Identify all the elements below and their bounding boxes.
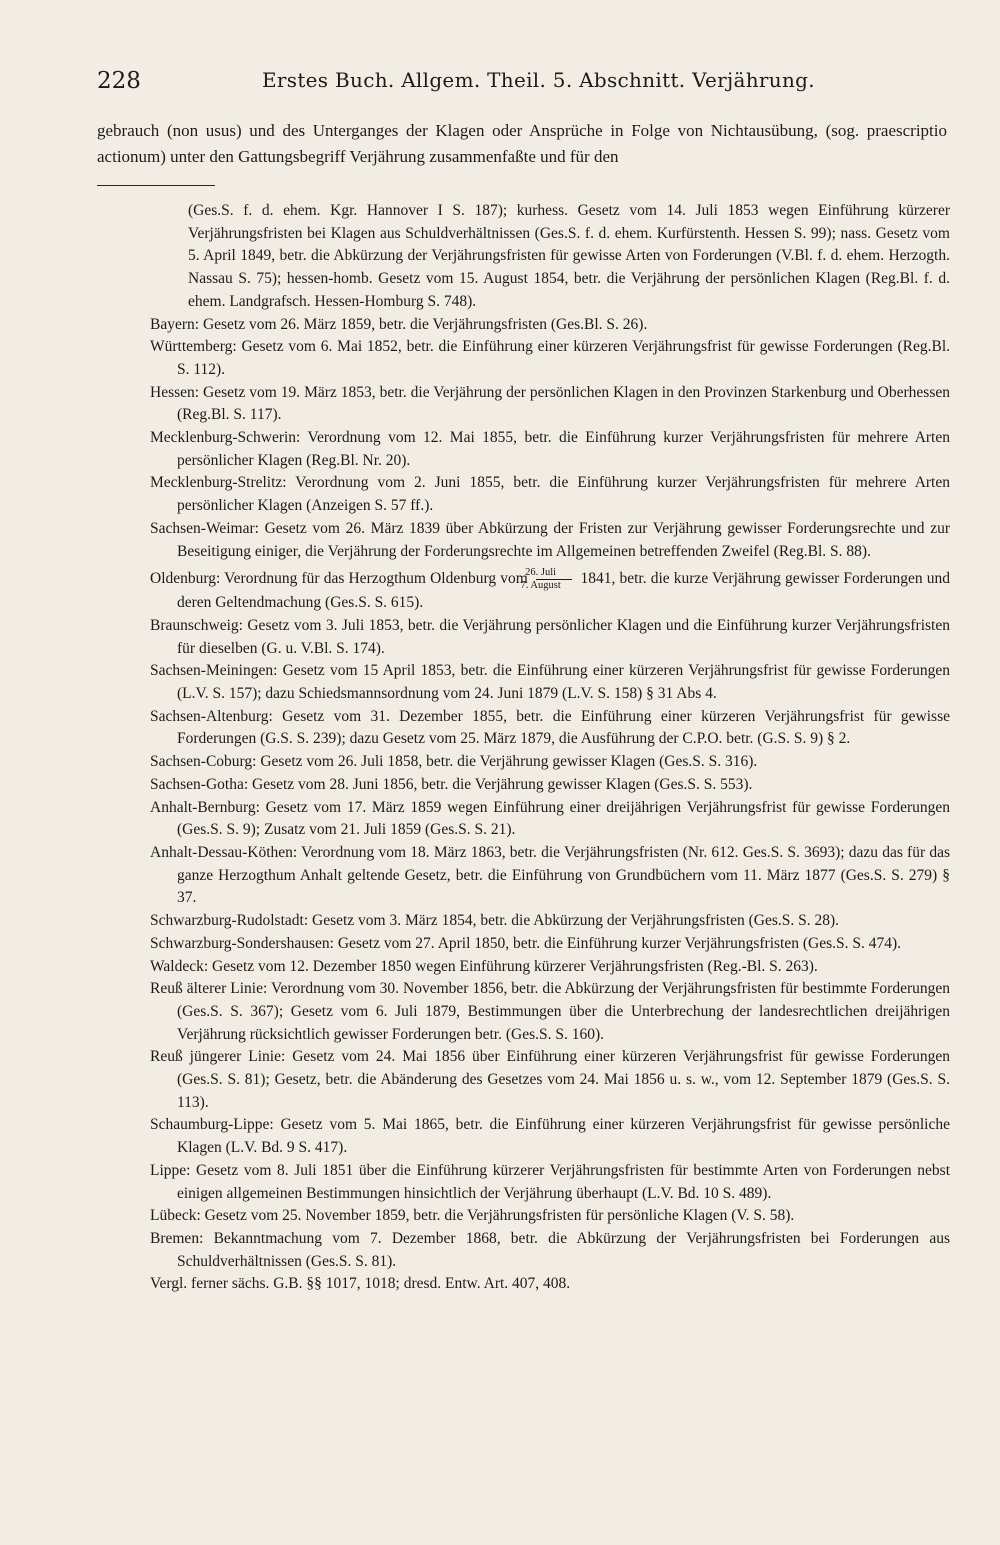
footnote-continuation: (Ges.S. f. d. ehem. Kgr. Hannover I S. 187); kurhess. Gesetz vom 14. Juli 1853 wegen Einführung kürzerer Verjährungsfristen bei Klagen aus Schuldverhältnissen (Ges.S. f. d. ehem. Kurfürstenth. Hessen S. 99); nass. Gesetz vom 5. April 1849, betr. die Abkürzung der Verjährungsfristen für gewisse Arten von Forderungen (V.Bl. f. d. ehem. Herzogth. Nassau S. 75); hessen-homb. Gesetz vom 15. August 1854, betr. die Verjährung der persönlichen Klagen (Reg.Bl. f. d. ehem. Landgrafsch. Hessen-Homburg S. 748). [188, 202, 950, 310]
footnote-entry-wuerttemberg: Württemberg: Gesetz vom 6. Mai 1852, betr. die Einführung einer kürzeren Verjährungsfrist für gewisse Forderungen (Reg.Bl. S. 112). [150, 338, 950, 378]
oldenburg-text-before: Oldenburg: Verordnung für das Herzogthum Oldenburg vom [150, 570, 528, 588]
running-title: Erstes Buch. Allgem. Theil. 5. Abschnitt. Verjährung. [262, 68, 815, 92]
footnote-block [150, 200, 950, 1296]
oldenburg-text-after: 1841, betr. die kurze Verjährung gewisser Forderungen und deren Geltendmachung (Ges.S. S. 615). [177, 570, 951, 612]
footnote-entry-sachsen-coburg: Sachsen-Coburg: Gesetz vom 26. Juli 1858, betr. die Verjährung gewisser Klagen (Ges.S. S. 316). [150, 753, 758, 771]
footnote-entry-mecklenburg-strelitz: Mecklenburg-Strelitz: Verordnung vom 2. Juni 1855, betr. die Einführung kurzer Verjährungsfristen für mehrere Arten persönlicher Klagen (Anzeigen S. 57 ff.). [150, 474, 950, 515]
footnote-entry-schwarzburg-sondershausen: Schwarzburg-Sondershausen: Gesetz vom 27. April 1850, betr. die Einführung kurzer Verjährungsfristen (Ges.S. S. 474). [150, 934, 902, 952]
footnote-entry-braunschweig: Braunschweig: Gesetz vom 3. Juli 1853, betr. die Verjährung persönlicher Klagen und die Einführung kurzer Verjährungsfristen für dieselben (G. u. V.Bl. S. 174). [150, 616, 950, 657]
footnote-entry-sachsen-weimar: Sachsen-Weimar: Gesetz vom 26. März 1839 über Abkürzung der Fristen zur Verjährung gewisser Forderungsrechte und zur Beseitigung einiger, die Verjährung der Forderungsrechte im Allgemeinen betreffenden Zweifel (Reg.Bl. S. 88). [150, 519, 950, 560]
footnote-entry-sachsen-gotha: Sachsen-Gotha: Gesetz vom 28. Juni 1856, betr. die Verjährung gewisser Klagen (Ges.S. S. 553). [150, 775, 753, 793]
footnote-entry-luebeck: Lübeck: Gesetz vom 25. November 1859, betr. die Verjährungsfristen für persönliche Klagen (V. S. 58). [150, 1207, 795, 1225]
fraction-top: 26. Juli [536, 567, 572, 580]
fraction-bottom: 7. August [520, 580, 561, 592]
footnote-entry-bremen: Bremen: Bekanntmachung vom 7. Dezember 1868, betr. die Abkürzung der Verjährungsfristen bei Forderungen aus Schuldverhältnissen (Ges.S. S. 81). [150, 1229, 950, 1270]
footnote-entry-oldenburg [150, 567, 950, 615]
footnote-entry-sachsen-meiningen: Sachsen-Meiningen: Gesetz vom 15 April 1853, betr. die Einführung einer kürzeren Verjährungsfrist für gewisse Forderungen (L.V. S. 157); dazu Schiedsmannsordnung vom 24. Juni 1879 (L.V. S. 158) § 31 Abs 4. [150, 662, 950, 703]
running-head [97, 62, 947, 102]
body-paragraph: gebrauch (non usus) und des Unterganges der Klagen oder Ansprüche in Folge von Nichtausübung, (sog. praescriptio actionum) unter den Gattungsbegriff Verjährung zusammenfaßte und für den [97, 121, 947, 166]
footnote-entry-mecklenburg-schwerin: Mecklenburg-Schwerin: Verordnung vom 12. Mai 1855, betr. die Einführung kurzer Verjährungsfristen für mehrere Arten persönlicher Klagen (Reg.Bl. Nr. 20). [150, 429, 950, 469]
footnote-entry-waldeck: Waldeck: Gesetz vom 12. Dezember 1850 wegen Einführung kürzerer Verjährungsfristen (Reg.-Bl. S. 263). [150, 957, 818, 975]
page-number: 228 [97, 68, 141, 94]
footnote-entry-schwarzburg-rudolstadt: Schwarzburg-Rudolstadt: Gesetz vom 3. März 1854, betr. die Abkürzung der Verjährungsfristen (Ges.S. S. 28). [150, 912, 840, 930]
footnote-entry-anhalt-bernburg: Anhalt-Bernburg: Gesetz vom 17. März 1859 wegen Einführung einer dreijährigen Verjährungsfrist für gewisse Forderungen (Ges.S. S. 9); Zusatz vom 21. Juli 1859 (Ges.S. S. 21). [150, 798, 950, 839]
footnote-entry-lippe: Lippe: Gesetz vom 8. Juli 1851 über die Einführung kürzerer Verjährungsfristen für bestimmte Arten von Forderungen nebst einigen allgemeinen Bestimmungen hinsichtlich der Verjährung überhaupt (L.V. Bd. 10 S. 489). [150, 1161, 950, 1202]
date-fraction [520, 567, 572, 592]
footnote-entry-bayern: Bayern: Gesetz vom 26. März 1859, betr. die Verjährungsfristen (Ges.Bl. S. 26). [150, 315, 648, 333]
footnote-entry-anhalt-dessau-koethen: Anhalt-Dessau-Köthen: Verordnung vom 18. März 1863, betr. die Verjährungsfristen (Nr. 612. Ges.S. S. 3693); dazu das für das ganze Herzogthum Anhalt geltende Gesetz, betr. die Einführung von Grundbüchern vom 11. März 1877 (Ges.S. S. 279) § 37. [150, 843, 950, 907]
footnote-separator [97, 185, 215, 186]
footnote-entry-sachsen-altenburg: Sachsen-Altenburg: Gesetz vom 31. Dezember 1855, betr. die Einführung einer kürzeren Verjährungsfrist für gewisse Forderungen (G.S. S. 239); dazu Gesetz vom 25. März 1879, die Ausführung der C.P.O. betr. (G.S. S. 9) § 2. [150, 707, 950, 748]
footnote-entry-schaumburg-lippe: Schaumburg-Lippe: Gesetz vom 5. Mai 1865, betr. die Einführung einer kürzeren Verjährungsfrist für gewisse persönliche Klagen (L.V. Bd. 9 S. 417). [150, 1116, 950, 1157]
footnote-entry-reuss-juengerer-linie: Reuß jüngerer Linie: Gesetz vom 24. Mai 1856 über Einführung einer kürzeren Verjährungsfrist für gewisse Forderungen (Ges.S. S. 81); Gesetz, betr. die Abänderung des Gesetzes vom 24. Mai 1856 u. s. w., vom 12. September 1879 (Ges.S. S. 113). [150, 1048, 950, 1111]
footnote-entry-hessen: Hessen: Gesetz vom 19. März 1853, betr. die Verjährung der persönlichen Klagen in den Provinzen Starkenburg und Oberhessen (Reg.Bl. S. 117). [150, 383, 950, 424]
footnote-entry-vergl: Vergl. ferner sächs. G.B. §§ 1017, 1018; dresd. Entw. Art. 407, 408. [150, 1275, 571, 1293]
footnote-entry-reuss-aelterer-linie: Reuß älterer Linie: Verordnung vom 30. November 1856, betr. die Abkürzung der Verjährungsfristen für bestimmte Forderungen (Ges.S. S. 367); Gesetz vom 6. Juli 1879, Bestimmungen über die Unterbrechung der landesrechtlichen dreijährigen Verjährung rücksichtlich gewisser Forderungen betr. (Ges.S. S. 160). [150, 980, 950, 1043]
